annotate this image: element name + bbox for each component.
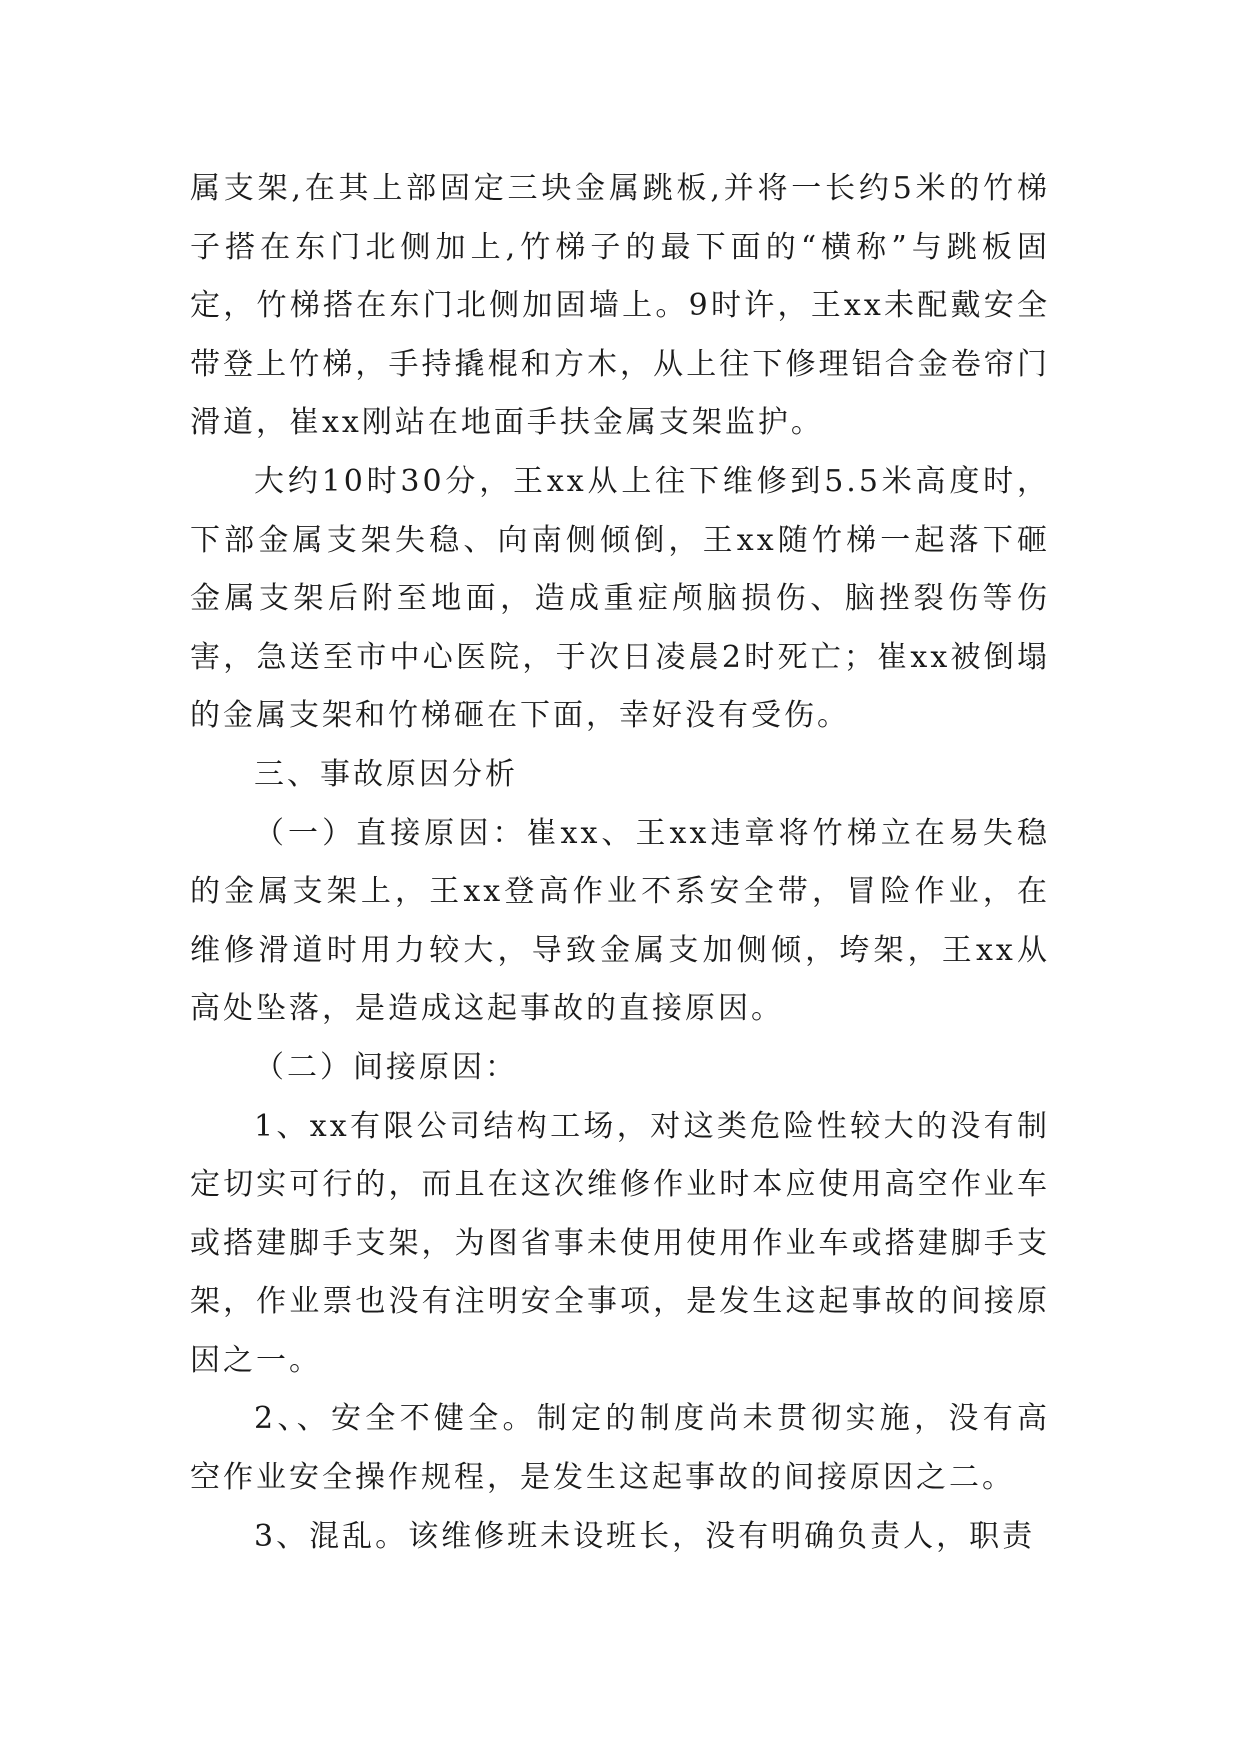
paragraph-accident-fall: 大约10时30分，王xx从上往下维修到5.5米高度时，下部金属支架失稳、向南侧倾倒，王xx随竹梯一起落下砸金属支架后附至地面，造成重症颅脑损伤、脑挫裂伤等伤害，急送至市中心医院，于次日凌晨2时死亡；崔xx被倒塌的金属支架和竹梯砸在下面，幸好没有受伤。 [190,463,1050,734]
document-body [190,160,1050,1566]
paragraph-accident-setup: 属支架,在其上部固定三块金属跳板,并将一长约5米的竹梯子搭在东门北侧加上,竹梯子的最下面的“横称”与跳板固定，竹梯搭在东门北侧加固墙上。9时许，王xx未配戴安全带登上竹梯，手持撬棍和方木，从上往下修理铝合金卷帘门滑道，崔xx刚站在地面手扶金属支架监护。 [190,171,1050,441]
subheading-indirect-cause: （二）间接原因： [254,1049,518,1085]
section-heading-cause-analysis: 三、事故原因分析 [254,756,518,792]
paragraph-direct-cause: （一）直接原因：崔xx、王xx违章将竹梯立在易失稳的金属支架上，王xx登高作业不系安全带，冒险作业，在维修滑道时用力较大，导致金属支加侧倾，垮架，王xx从高处坠落，是造成这起事故的直接原因。 [190,815,1050,1027]
paragraph-indirect-cause-2: 2、、安全不健全。制定的制度尚未贯彻实施，没有高空作业安全操作规程，是发生这起事故的间接原因之二。 [190,1401,1050,1496]
paragraph-indirect-cause-3: 3、混乱。该维修班未设班长，没有明确负责人，职责 [254,1518,1036,1554]
paragraph-indirect-cause-1: 1、xx有限公司结构工场，对这类危险性较大的没有制定切实可行的，而且在这次维修作业时本应使用高空作业车或搭建脚手支架，为图省事未使用使用作业车或搭建脚手支架，作业票也没有注明安全事项，是发生这起事故的间接原因之一。 [190,1108,1050,1378]
